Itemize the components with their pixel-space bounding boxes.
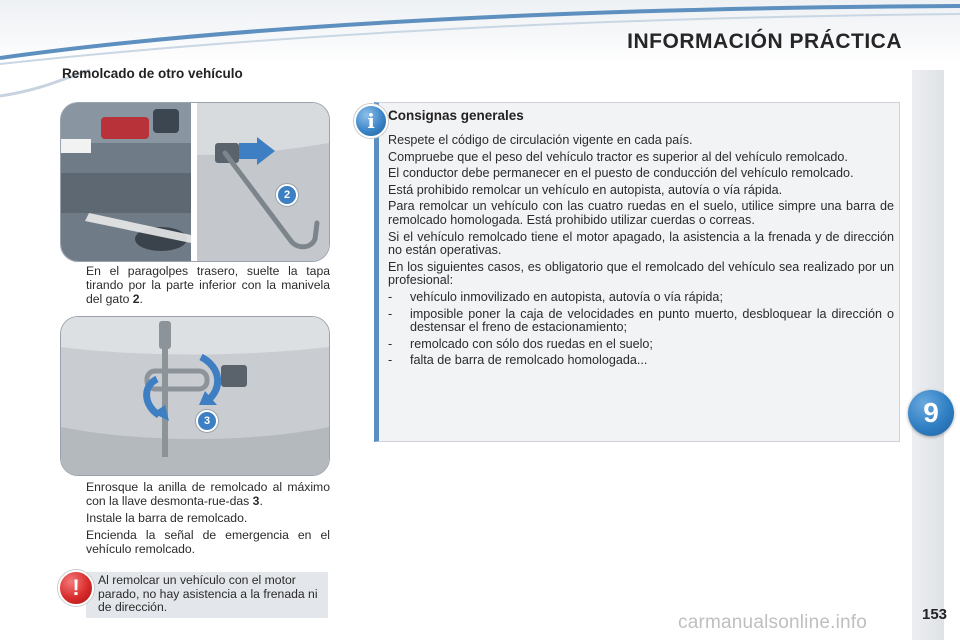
step-ref: 3 (252, 494, 260, 508)
info-paragraph: En los siguientes casos, es obligatorio que el remolcado del vehículo sea realizado por un profesional: (388, 259, 894, 288)
step-ref: 2 (132, 292, 140, 306)
dash-marker: - (388, 353, 393, 368)
watermark: carmanualsonline.info (678, 612, 868, 633)
header-swoosh (0, 0, 960, 110)
info-body (388, 134, 894, 371)
info-paragraph: Para remolcar un vehículo con las cuatro ruedas en el suelo, utilice simpre una barra de remolcado homologada. Está prohibido utilizar cuerdas o correas. (388, 199, 894, 227)
step-item (62, 528, 330, 556)
info-paragraph: Respete el código de circulación vigente en cada país. (388, 133, 693, 147)
info-paragraph: Compruebe que el peso del vehículo tractor es superior al del vehículo remolcado. (388, 149, 848, 164)
info-paragraph: El conductor debe permanecer en el puesto de conducción del vehículo remolcado. (388, 166, 854, 181)
steps-bottom (62, 480, 330, 559)
steps-top (62, 264, 330, 309)
dash-marker: - (388, 306, 393, 321)
info-list-text: vehículo inmovilizado en autopista, autovía o vía rápida; (410, 289, 723, 304)
info-paragraph: Está prohibido remolcar un vehículo en autopista, autovía o vía rápida. (388, 182, 783, 197)
warning-icon: ! (58, 570, 94, 606)
info-icon: i (354, 104, 388, 138)
callout-2: 2 (276, 184, 298, 206)
step-item (62, 511, 330, 525)
info-list-item (388, 354, 894, 368)
info-list-item (388, 338, 894, 352)
section-title: Remolcado de otro vehículo (62, 66, 243, 81)
info-list-item (388, 308, 894, 335)
info-paragraph: Si el vehículo remolcado tiene el motor apagado, la asistencia a la frenada y de dirección no están operativas. (388, 229, 894, 258)
info-list-text: remolcado con sólo dos ruedas en el suelo; (410, 336, 653, 351)
step-item (62, 264, 330, 306)
callout-3: 3 (196, 410, 218, 432)
step-text-after: . (259, 494, 263, 508)
step-text: En el paragolpes trasero, suelte la tapa tirando por la parte inferior con la manivela del gato (86, 264, 330, 306)
dash-marker: - (388, 289, 393, 304)
chapter-tab[interactable]: 9 (908, 390, 954, 436)
step-text: Enrosque la anilla de remolcado al máximo con la llave desmonta-rue-das (86, 480, 330, 508)
step-item (62, 480, 330, 508)
step-text: Instale la barra de remolcado. (86, 511, 248, 525)
illustration-bumper-cover (60, 102, 330, 262)
dash-marker: - (388, 336, 393, 351)
warning-box (86, 572, 328, 618)
warning-text: Al remolcar un vehículo con el motor parado, no hay asistencia a la frenada ni de dirección. (98, 573, 318, 614)
illustration-towing-eye (60, 316, 330, 476)
step-text: Encienda la señal de emergencia en el vehículo remolcado. (86, 528, 330, 556)
info-list-text: falta de barra de remolcado homologada... (410, 353, 648, 368)
page-number: 153 (922, 606, 948, 623)
info-list-item (388, 291, 894, 305)
step-text-after: . (139, 292, 143, 306)
info-heading: Consignas generales (388, 108, 524, 123)
page-title: INFORMACIÓN PRÁCTICA (627, 30, 902, 53)
info-list-text: imposible poner la caja de velocidades en punto muerto, desbloquear la dirección o destensar el freno de estacionamiento; (410, 306, 894, 335)
chapter-strip (912, 70, 944, 640)
